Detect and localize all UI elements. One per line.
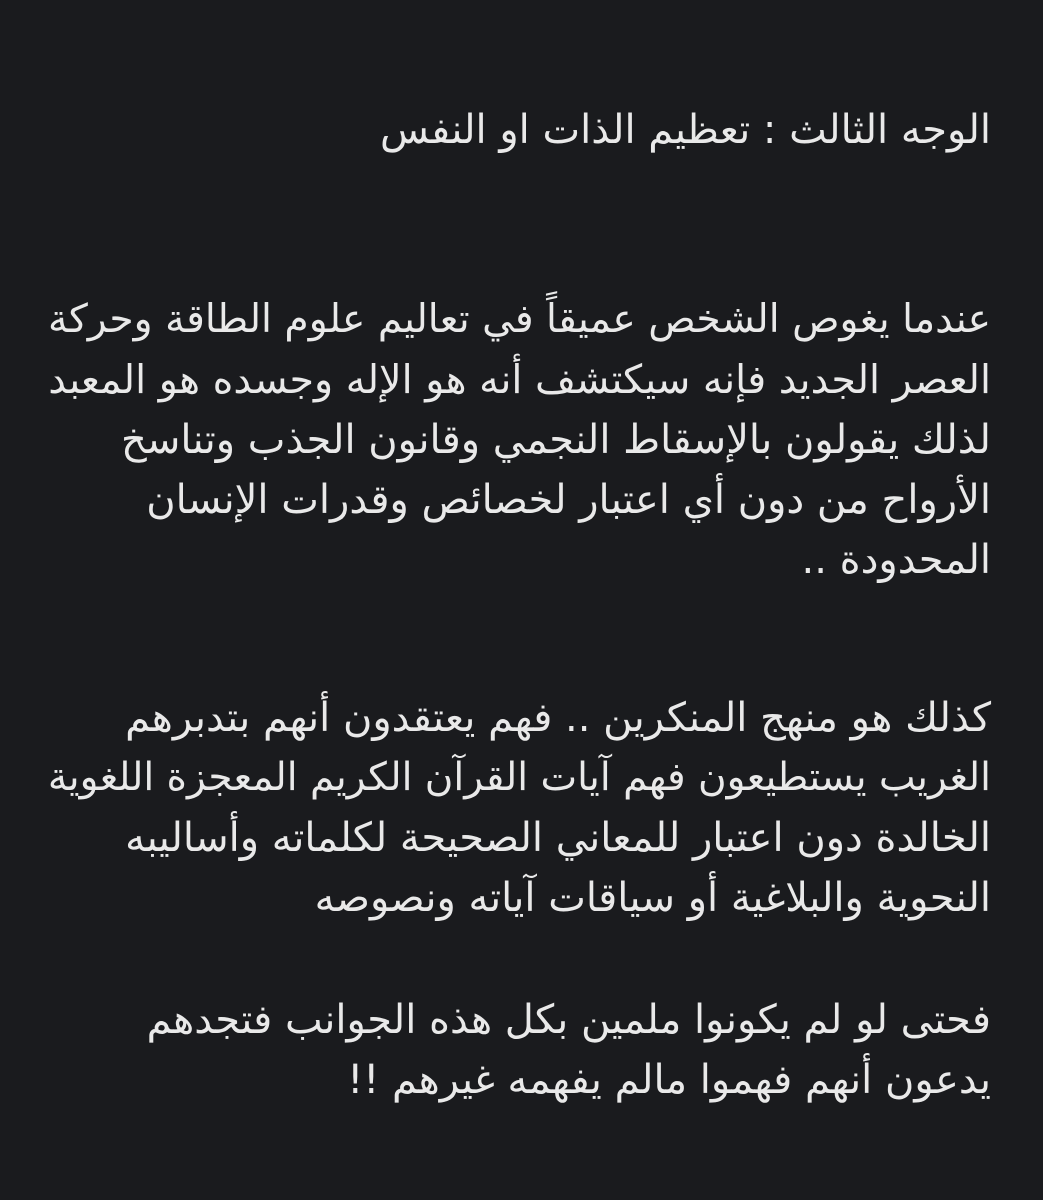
paragraph2-line-1: كذلك هو منهج المنكرين .. فهم يعتقدون أنهم بتدبرهم — [125, 695, 991, 741]
paragraph1-line-4: الأرواح من دون أي اعتبار لخصائص وقدرات الإنسان — [146, 477, 991, 523]
paragraph1-line-3: لذلك يقولون بالإسقاط النجمي وقانون الجذب وتناسخ — [121, 417, 991, 463]
paragraph2-line-4: النحوية والبلاغية أو سياقات آياته ونصوصه — [314, 875, 991, 921]
paragraph2-line-3: الخالدة دون اعتبار للمعاني الصحيحة لكلماته وأساليبه — [125, 815, 991, 861]
paragraph3-line-1: فحتى لو لم يكونوا ملمين بكل هذه الجوانب فتجدهم — [146, 997, 991, 1043]
paragraph1-line-1: عندما يغوص الشخص عميقاً في تعاليم علوم الطاقة وحركة — [48, 297, 991, 342]
heading: الوجه الثالث : تعظيم الذات او النفس — [380, 107, 991, 153]
paragraph1-line-5: المحدودة .. — [801, 537, 991, 583]
paragraph2-line-2: الغريب يستطيعون فهم آيات القرآن الكريم المعجزة اللغوية — [47, 755, 991, 800]
paragraph3-line-2: يدعون أنهم فهموا مالم يفهمه غيرهم !! — [347, 1057, 991, 1103]
paragraph1-line-2: العصر الجديد فإنه سيكتشف أنه هو الإله وجسده هو المعبد — [48, 357, 991, 403]
